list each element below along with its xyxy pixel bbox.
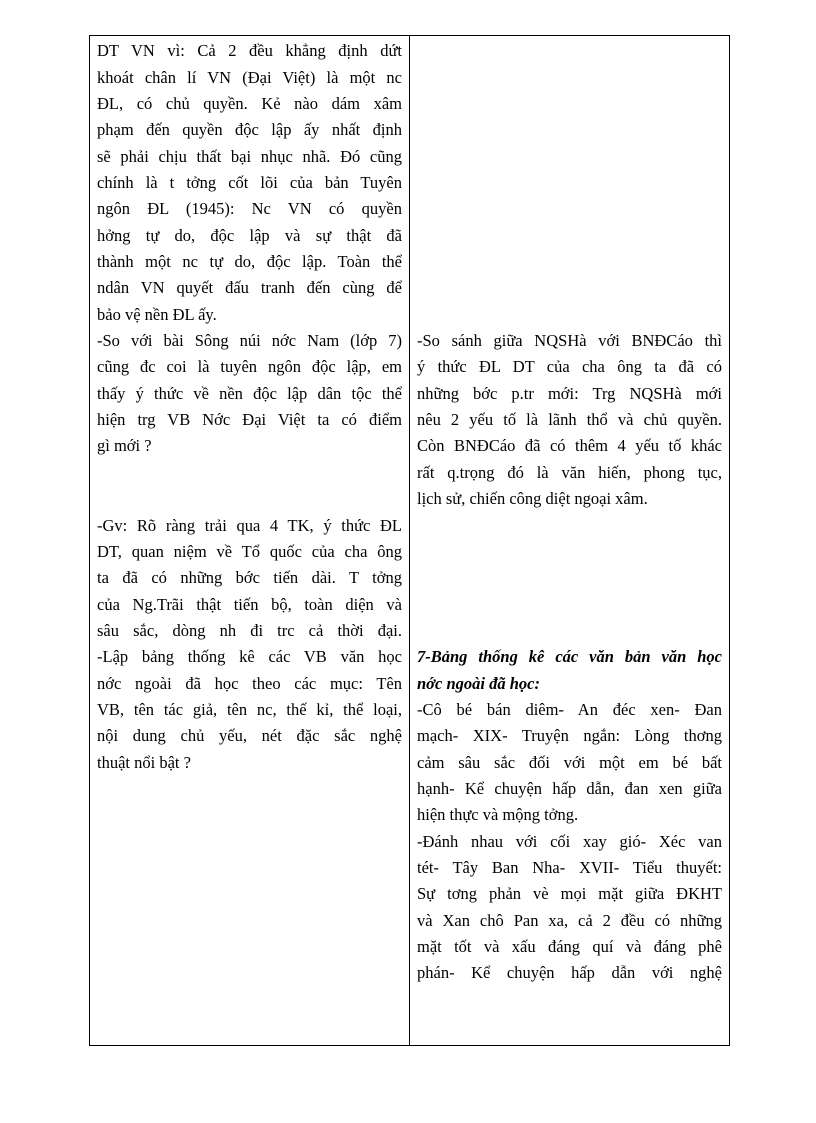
text-line: ta đã có những bớc tiến dài. T tởng [97, 568, 402, 587]
text-line: bảo vệ nền ĐL ấy. [97, 305, 217, 324]
lesson-table [89, 35, 730, 1046]
text-line: tét- Tây Ban Nha- XVII- Tiểu thuyết: [417, 858, 722, 877]
text-line: -Đánh nhau với cối xay gió- Xéc van [417, 832, 722, 851]
text-line: sâu sắc, dòng nh đi trc cả thời đại. [97, 621, 402, 640]
text-line: ĐL, có chủ quyền. Kẻ nào dám xâm [97, 94, 402, 113]
text-line: chính là t tởng cốt lõi của bản Tuyên [97, 173, 402, 192]
text-line: cũng đc coi là tuyên ngôn độc lập, em [97, 357, 402, 376]
text-line: VB, tên tác giả, tên nc, thế kỉ, thể loại, [97, 700, 402, 719]
text-line: hiện thực và mộng tởng. [417, 805, 579, 824]
text-line: -Cô bé bán diêm- An đéc xen- Đan [417, 700, 722, 719]
text-line: ý thức ĐL DT của cha ông ta đã có [417, 357, 722, 376]
text-line: và Xan chô Pan xa, cả 2 đều có những [417, 911, 722, 930]
text-line: của Ng.Trãi thật tiến bộ, toàn diện và [97, 595, 402, 614]
text-line: rất q.trọng đó là văn hiến, phong tục, [417, 463, 722, 482]
text-line: lịch sử, chiến công diệt ngoại xâm. [417, 489, 648, 508]
text-line: -Lập bảng thống kê các VB văn học [97, 647, 402, 666]
text-line: thấy ý thức về nền độc lập dân tộc thể [97, 384, 402, 403]
left-column-cell [90, 36, 410, 1046]
text-line: những bớc p.tr mới: Trg NQSHà mới [417, 384, 722, 403]
text-line: hiện trg VB Nớc Đại Việt ta có điểm [97, 410, 402, 429]
text-line: -Gv: Rõ ràng trải qua 4 TK, ý thức ĐL [97, 516, 402, 535]
text-line: cảm sâu sắc đối với một em bé bất [417, 753, 722, 772]
text-line: -So với bài Sông núi nớc Nam (lớp 7) [97, 331, 402, 350]
text-line: ngôn ĐL (1945): Nc VN có quyền [97, 199, 402, 218]
text-line: hởng tự do, độc lập và sự thật đã [97, 226, 402, 245]
text-line: Còn BNĐCáo đã có thêm 4 yếu tố khác [417, 436, 722, 455]
table-row [90, 36, 730, 1046]
text-line: nêu 2 yếu tố là lãnh thổ và chủ quyền. [417, 410, 722, 429]
text-line: thành một nc tự do, độc lập. Toàn thể [97, 252, 402, 271]
text-line: phạm đến quyền độc lập ấy nhất định [97, 120, 402, 139]
text-line: thuật nổi bật ? [97, 753, 191, 772]
text-line: DT VN vì: Cả 2 đều khẳng định dứt [97, 41, 402, 60]
left-column-text [90, 36, 409, 1045]
text-line: nội dung chủ yếu, nét đặc sắc nghệ [97, 726, 402, 745]
text-line: -So sánh giữa NQSHà với BNĐCáo thì [417, 331, 722, 350]
text-line: khoát chân lí VN (Đại Việt) là một nc [97, 68, 402, 87]
text-line: DT, quan niệm về Tổ quốc của cha ông [97, 542, 402, 561]
text-line: hạnh- Kể chuyện hấp dẫn, đan xen giữa [417, 779, 722, 798]
text-line: nớc ngoài đã học: [417, 674, 540, 693]
text-line: mạch- XIX- Truyện ngắn: Lòng thơng [417, 726, 722, 745]
text-line: Sự tơng phản vè mọi mặt giữa ĐKHT [417, 884, 722, 903]
text-line: mặt tốt và xấu đáng quí và đáng phê [417, 937, 722, 956]
text-line: 7-Bảng thống kê các văn bản văn học [417, 647, 722, 666]
text-line: gì mới ? [97, 436, 152, 455]
text-line: ndân VN quyết đấu tranh đến cùng để [97, 278, 402, 297]
right-column-cell [410, 36, 730, 1046]
text-line: nớc ngoài đã học theo các mục: Tên [97, 674, 402, 693]
right-column-text [410, 36, 729, 1045]
text-line: phán- Kể chuyện hấp dẫn với nghệ [417, 963, 722, 982]
text-line: sẽ phải chịu thất bại nhục nhã. Đó cũng [97, 147, 402, 166]
